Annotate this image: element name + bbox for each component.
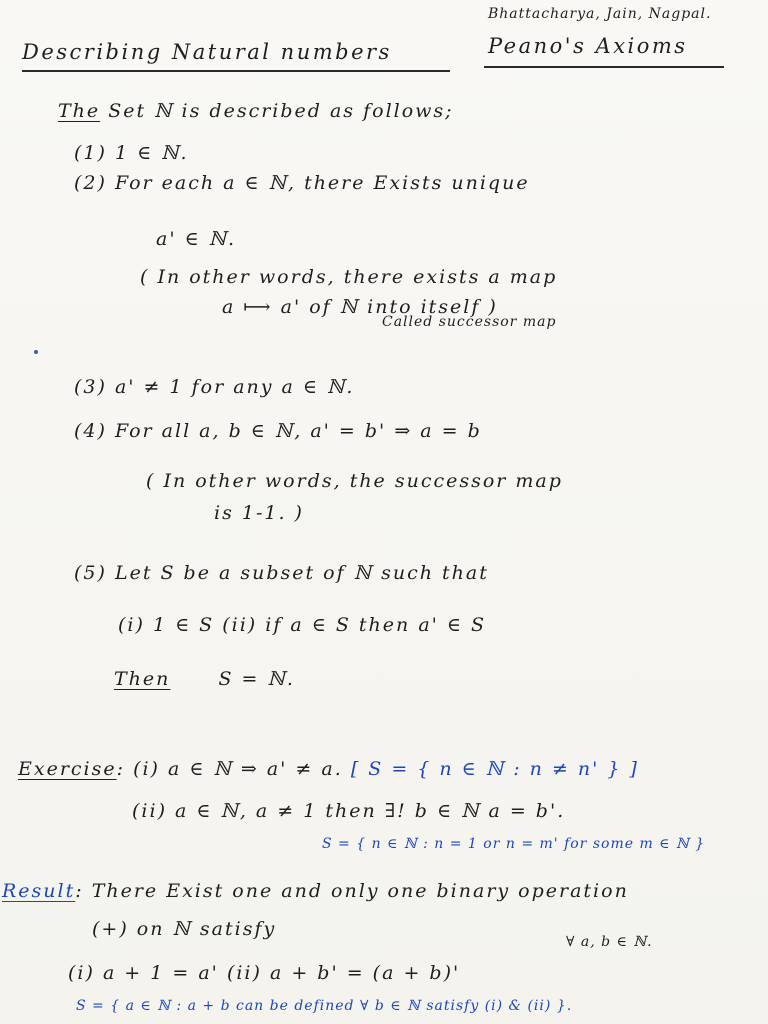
exercise-line-2: (ii) a ∈ ℕ, a ≠ 1 then ∃! b ∈ ℕ a = b'. [132,800,566,822]
page-subtitle: Peano's Axioms [488,34,688,58]
exercise-part-1: : (i) a ∈ ℕ ⇒ a' ≠ a. [116,758,343,780]
axiom-2-line-1: (2) For each a ∈ ℕ, there Exists unique [74,172,530,194]
axiom-4-note-line-1: ( In other words, the successor map [146,470,563,492]
intro-lead: The [58,100,101,122]
axiom-2-line-2: a' ∈ ℕ. [156,228,237,250]
axiom-5-line-2: (i) 1 ∈ S (ii) if a ∈ S then a' ∈ S [118,614,487,636]
result-line-1 [2,880,629,902]
axiom-2-note-line-3: Called successor map [382,314,557,330]
axiom-2-note-line-2: a ⟼ a' of ℕ into itself ) [222,296,498,318]
page-title: Describing Natural numbers [22,40,392,64]
exercise-part-1-hint: [ S = { n ∈ ℕ : n ≠ n' } ] [350,758,639,780]
axiom-2-note-line-1: ( In other words, there exists a map [140,266,558,288]
intro-line [58,100,454,122]
axiom-5-then: Then [114,668,171,690]
axiom-4-line-1: (4) For all a, b ∈ ℕ, a' = b' ⇒ a = b [74,420,482,442]
exercise-line-1 [18,758,639,780]
axiom-4-note-line-2: is 1-1. ) [214,502,304,524]
result-hint: S = { a ∈ ℕ : a + b can be defined ∀ b ∈ ℕ satisfy (i) & (ii) }. [76,998,573,1014]
result-label: Result [2,880,76,902]
result-statement: : There Exist one and only one binary operation [75,880,629,902]
author-names: Bhattacharya, Jain, Nagpal. [488,6,712,22]
exercise-label: Exercise [18,758,117,780]
exercise-part-2-hint: S = { n ∈ ℕ : n = 1 or n = m' for some m ∈ ℕ } [322,836,706,852]
intro-rest: Set ℕ is described as follows; [108,100,454,122]
axiom-1: (1) 1 ∈ ℕ. [74,142,189,164]
ink-dot [34,350,38,354]
axiom-5-result: S = ℕ. [218,668,295,690]
axiom-5-line-1: (5) Let S be a subset of ℕ such that [74,562,489,584]
title-underline [22,70,450,72]
result-line-2: (+) on ℕ satisfy [92,918,277,940]
axiom-5-conclusion [114,668,295,690]
result-line-3: (i) a + 1 = a' (ii) a + b' = (a + b)' [68,962,461,984]
result-quantifier: ∀ a, b ∈ ℕ. [566,934,653,950]
axiom-3: (3) a' ≠ 1 for any a ∈ ℕ. [74,376,355,398]
subtitle-underline [484,66,724,68]
